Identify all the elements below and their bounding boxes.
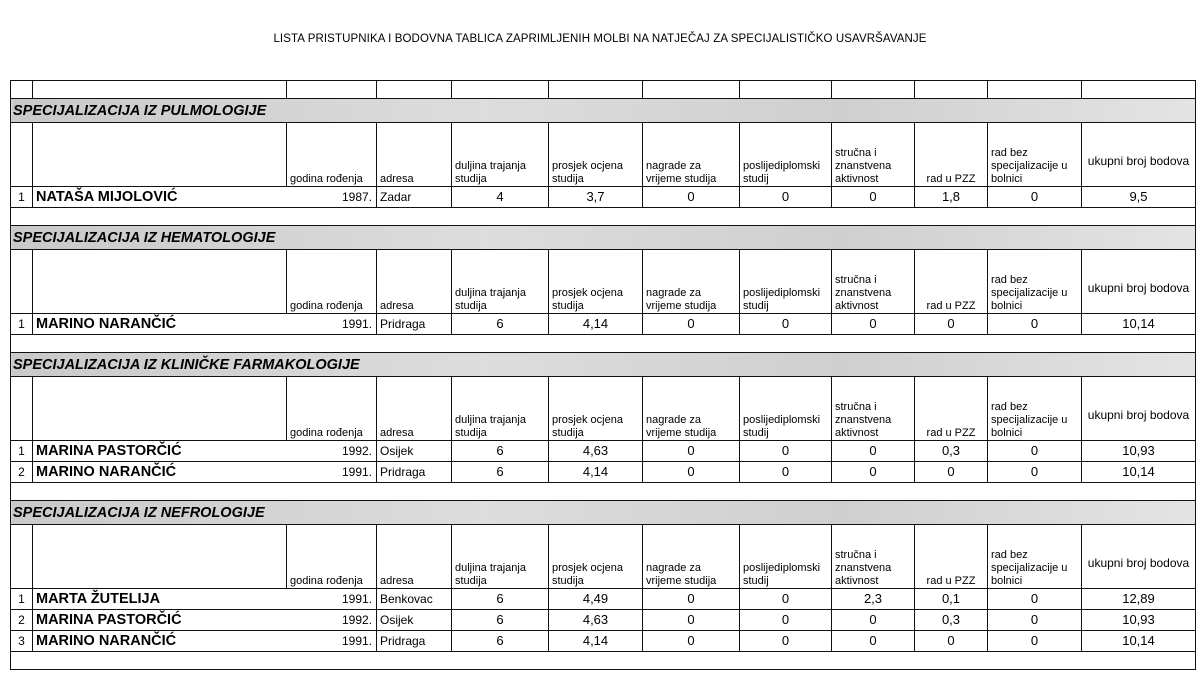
row-index: 2 xyxy=(11,462,33,483)
header-duljina: duljina trajanja studija xyxy=(452,123,549,187)
blank-cell xyxy=(1082,335,1196,353)
score-nagrade: 0 xyxy=(643,462,740,483)
score-strucna: 2,3 xyxy=(832,589,915,610)
header-ukupno: ukupni broj bodova xyxy=(1082,123,1196,187)
blank-cell xyxy=(1082,208,1196,226)
score-poslijediplomski: 0 xyxy=(740,631,832,652)
birth-year: 1991. xyxy=(287,314,377,335)
row-index: 1 xyxy=(11,187,33,208)
blank-cell xyxy=(832,81,915,99)
blank-cell xyxy=(643,81,740,99)
blank-cell xyxy=(287,208,377,226)
header-prosjek: prosjek ocjena studija xyxy=(549,250,643,314)
blank-cell xyxy=(33,483,287,501)
blank-cell xyxy=(377,81,452,99)
document-title: LISTA PRISTUPNIKA I BODOVNA TABLICA ZAPRIMLJENIH MOLBI NA NATJEČAJ ZA SPECIJALISTIČKO USAVRŠAVANJE xyxy=(273,33,927,45)
row-index: 2 xyxy=(11,610,33,631)
score-radbez: 0 xyxy=(988,314,1082,335)
blank-cell xyxy=(11,81,33,99)
header-name-cell xyxy=(33,525,287,589)
spacer-row xyxy=(11,483,1196,501)
blank-cell xyxy=(452,483,549,501)
blank-cell xyxy=(832,208,915,226)
blank-cell xyxy=(11,652,33,670)
birth-year: 1987. xyxy=(287,187,377,208)
address: Pridraga xyxy=(377,631,452,652)
table-row xyxy=(11,441,1196,462)
table-row xyxy=(11,187,1196,208)
header-nagrade: nagrade za vrijeme studija xyxy=(643,377,740,441)
address: Zadar xyxy=(377,187,452,208)
applicant-name: MARINO NARANČIĆ xyxy=(33,631,287,652)
score-prosjek: 4,14 xyxy=(549,462,643,483)
blank-cell xyxy=(549,208,643,226)
header-nagrade: nagrade za vrijeme studija xyxy=(643,123,740,187)
ranking-table xyxy=(10,80,1196,670)
blank-cell xyxy=(452,335,549,353)
row-index: 1 xyxy=(11,314,33,335)
header-strucna: stručna i znanstvena aktivnost xyxy=(832,250,915,314)
score-ukupno: 9,5 xyxy=(1082,187,1196,208)
table-row xyxy=(11,631,1196,652)
blank-cell xyxy=(988,208,1082,226)
section-heading-row xyxy=(11,226,1196,250)
header-godina: godina rođenja xyxy=(287,525,377,589)
blank-cell xyxy=(915,652,988,670)
header-godina: godina rođenja xyxy=(287,123,377,187)
score-duljina: 6 xyxy=(452,589,549,610)
table-row xyxy=(11,314,1196,335)
section-heading-row xyxy=(11,99,1196,123)
header-ukupno: ukupni broj bodova xyxy=(1082,250,1196,314)
blank-cell xyxy=(287,81,377,99)
blank-cell xyxy=(11,483,33,501)
header-name-cell xyxy=(33,250,287,314)
table-row xyxy=(11,589,1196,610)
blank-cell xyxy=(832,335,915,353)
section-title: SPECIJALIZACIJA IZ KLINIČKE FARMAKOLOGIJE xyxy=(11,353,1196,377)
score-pzz: 1,8 xyxy=(915,187,988,208)
blank-cell xyxy=(33,335,287,353)
address: Osijek xyxy=(377,441,452,462)
column-header-row xyxy=(11,250,1196,314)
score-radbez: 0 xyxy=(988,589,1082,610)
score-radbez: 0 xyxy=(988,441,1082,462)
blank-cell xyxy=(643,335,740,353)
blank-cell xyxy=(988,81,1082,99)
spacer-row xyxy=(11,335,1196,353)
score-ukupno: 10,93 xyxy=(1082,441,1196,462)
score-poslijediplomski: 0 xyxy=(740,441,832,462)
header-duljina: duljina trajanja studija xyxy=(452,525,549,589)
header-index-cell xyxy=(11,377,33,441)
score-strucna: 0 xyxy=(832,314,915,335)
column-header-row xyxy=(11,377,1196,441)
header-prosjek: prosjek ocjena studija xyxy=(549,377,643,441)
header-strucna: stručna i znanstvena aktivnost xyxy=(832,377,915,441)
score-pzz: 0 xyxy=(915,314,988,335)
blank-cell xyxy=(988,335,1082,353)
header-strucna: stručna i znanstvena aktivnost xyxy=(832,123,915,187)
blank-cell xyxy=(832,652,915,670)
header-name-cell xyxy=(33,123,287,187)
blank-top-row xyxy=(11,81,1196,99)
blank-cell xyxy=(549,81,643,99)
blank-cell xyxy=(11,335,33,353)
header-index-cell xyxy=(11,525,33,589)
score-strucna: 0 xyxy=(832,631,915,652)
header-adresa: adresa xyxy=(377,525,452,589)
score-pzz: 0 xyxy=(915,631,988,652)
blank-cell xyxy=(287,335,377,353)
applicant-name: MARINO NARANČIĆ xyxy=(33,314,287,335)
blank-cell xyxy=(915,208,988,226)
score-duljina: 6 xyxy=(452,462,549,483)
blank-cell xyxy=(549,652,643,670)
header-pzz: rad u PZZ xyxy=(915,123,988,187)
blank-cell xyxy=(643,652,740,670)
score-poslijediplomski: 0 xyxy=(740,462,832,483)
score-duljina: 6 xyxy=(452,610,549,631)
score-prosjek: 3,7 xyxy=(549,187,643,208)
blank-cell xyxy=(643,483,740,501)
header-poslijediplomski: poslijediplomski studij xyxy=(740,377,832,441)
table-row xyxy=(11,610,1196,631)
blank-cell xyxy=(377,208,452,226)
score-ukupno: 12,89 xyxy=(1082,589,1196,610)
blank-cell xyxy=(287,652,377,670)
score-nagrade: 0 xyxy=(643,441,740,462)
blank-cell xyxy=(33,208,287,226)
blank-cell xyxy=(377,335,452,353)
address: Benkovac xyxy=(377,589,452,610)
section-title: SPECIJALIZACIJA IZ PULMOLOGIJE xyxy=(11,99,1196,123)
section-title: SPECIJALIZACIJA IZ NEFROLOGIJE xyxy=(11,501,1196,525)
score-ukupno: 10,93 xyxy=(1082,610,1196,631)
score-strucna: 0 xyxy=(832,441,915,462)
birth-year: 1992. xyxy=(287,441,377,462)
blank-cell xyxy=(287,483,377,501)
header-godina: godina rođenja xyxy=(287,377,377,441)
row-index: 1 xyxy=(11,589,33,610)
header-adresa: adresa xyxy=(377,123,452,187)
header-godina: godina rođenja xyxy=(287,250,377,314)
score-nagrade: 0 xyxy=(643,314,740,335)
score-nagrade: 0 xyxy=(643,610,740,631)
header-adresa: adresa xyxy=(377,250,452,314)
score-prosjek: 4,63 xyxy=(549,441,643,462)
row-index: 1 xyxy=(11,441,33,462)
score-nagrade: 0 xyxy=(643,631,740,652)
header-prosjek: prosjek ocjena studija xyxy=(549,123,643,187)
header-pzz: rad u PZZ xyxy=(915,377,988,441)
score-poslijediplomski: 0 xyxy=(740,589,832,610)
score-ukupno: 10,14 xyxy=(1082,314,1196,335)
address: Pridraga xyxy=(377,462,452,483)
applicant-name: MARINA PASTORČIĆ xyxy=(33,441,287,462)
row-index: 3 xyxy=(11,631,33,652)
score-pzz: 0,1 xyxy=(915,589,988,610)
header-prosjek: prosjek ocjena studija xyxy=(549,525,643,589)
blank-cell xyxy=(1082,652,1196,670)
score-ukupno: 10,14 xyxy=(1082,462,1196,483)
applicant-name: MARINA PASTORČIĆ xyxy=(33,610,287,631)
blank-cell xyxy=(915,483,988,501)
score-prosjek: 4,14 xyxy=(549,631,643,652)
address: Osijek xyxy=(377,610,452,631)
score-poslijediplomski: 0 xyxy=(740,314,832,335)
blank-cell xyxy=(1082,81,1196,99)
header-poslijediplomski: poslijediplomski studij xyxy=(740,123,832,187)
score-radbez: 0 xyxy=(988,631,1082,652)
header-radbez: rad bez specijalizacije u bolnici xyxy=(988,250,1082,314)
header-duljina: duljina trajanja studija xyxy=(452,250,549,314)
blank-cell xyxy=(377,652,452,670)
score-strucna: 0 xyxy=(832,610,915,631)
score-radbez: 0 xyxy=(988,187,1082,208)
column-header-row xyxy=(11,123,1196,187)
score-prosjek: 4,49 xyxy=(549,589,643,610)
blank-cell xyxy=(1082,483,1196,501)
blank-cell xyxy=(643,208,740,226)
blank-cell xyxy=(740,81,832,99)
header-index-cell xyxy=(11,250,33,314)
birth-year: 1991. xyxy=(287,462,377,483)
score-ukupno: 10,14 xyxy=(1082,631,1196,652)
blank-cell xyxy=(740,208,832,226)
score-duljina: 6 xyxy=(452,314,549,335)
blank-cell xyxy=(11,208,33,226)
header-name-cell xyxy=(33,377,287,441)
header-duljina: duljina trajanja studija xyxy=(452,377,549,441)
header-radbez: rad bez specijalizacije u bolnici xyxy=(988,123,1082,187)
applicant-name: MARINO NARANČIĆ xyxy=(33,462,287,483)
blank-cell xyxy=(549,335,643,353)
blank-cell xyxy=(452,81,549,99)
birth-year: 1991. xyxy=(287,589,377,610)
spacer-row xyxy=(11,652,1196,670)
header-ukupno: ukupni broj bodova xyxy=(1082,377,1196,441)
score-pzz: 0,3 xyxy=(915,610,988,631)
blank-cell xyxy=(988,652,1082,670)
birth-year: 1992. xyxy=(287,610,377,631)
address: Pridraga xyxy=(377,314,452,335)
score-strucna: 0 xyxy=(832,462,915,483)
score-radbez: 0 xyxy=(988,462,1082,483)
score-radbez: 0 xyxy=(988,610,1082,631)
header-index-cell xyxy=(11,123,33,187)
score-duljina: 6 xyxy=(452,631,549,652)
blank-cell xyxy=(549,483,643,501)
blank-cell xyxy=(915,81,988,99)
header-adresa: adresa xyxy=(377,377,452,441)
header-nagrade: nagrade za vrijeme studija xyxy=(643,250,740,314)
score-duljina: 6 xyxy=(452,441,549,462)
score-poslijediplomski: 0 xyxy=(740,187,832,208)
blank-cell xyxy=(33,81,287,99)
score-prosjek: 4,14 xyxy=(549,314,643,335)
table-row xyxy=(11,462,1196,483)
spacer-row xyxy=(11,208,1196,226)
header-poslijediplomski: poslijediplomski studij xyxy=(740,250,832,314)
section-title: SPECIJALIZACIJA IZ HEMATOLOGIJE xyxy=(11,226,1196,250)
header-radbez: rad bez specijalizacije u bolnici xyxy=(988,377,1082,441)
blank-cell xyxy=(452,208,549,226)
score-nagrade: 0 xyxy=(643,589,740,610)
blank-cell xyxy=(740,652,832,670)
blank-cell xyxy=(377,483,452,501)
blank-cell xyxy=(988,483,1082,501)
score-nagrade: 0 xyxy=(643,187,740,208)
section-heading-row xyxy=(11,501,1196,525)
column-header-row xyxy=(11,525,1196,589)
applicant-name: MARTA ŽUTELIJA xyxy=(33,589,287,610)
score-pzz: 0 xyxy=(915,462,988,483)
header-nagrade: nagrade za vrijeme studija xyxy=(643,525,740,589)
blank-cell xyxy=(915,335,988,353)
score-strucna: 0 xyxy=(832,187,915,208)
header-ukupno: ukupni broj bodova xyxy=(1082,525,1196,589)
blank-cell xyxy=(452,652,549,670)
score-poslijediplomski: 0 xyxy=(740,610,832,631)
section-heading-row xyxy=(11,353,1196,377)
header-radbez: rad bez specijalizacije u bolnici xyxy=(988,525,1082,589)
blank-cell xyxy=(832,483,915,501)
header-poslijediplomski: poslijediplomski studij xyxy=(740,525,832,589)
blank-cell xyxy=(740,483,832,501)
birth-year: 1991. xyxy=(287,631,377,652)
blank-cell xyxy=(33,652,287,670)
header-pzz: rad u PZZ xyxy=(915,250,988,314)
header-pzz: rad u PZZ xyxy=(915,525,988,589)
blank-cell xyxy=(740,335,832,353)
header-strucna: stručna i znanstvena aktivnost xyxy=(832,525,915,589)
applicant-name: NATAŠA MIJOLOVIĆ xyxy=(33,187,287,208)
score-prosjek: 4,63 xyxy=(549,610,643,631)
score-pzz: 0,3 xyxy=(915,441,988,462)
score-duljina: 4 xyxy=(452,187,549,208)
